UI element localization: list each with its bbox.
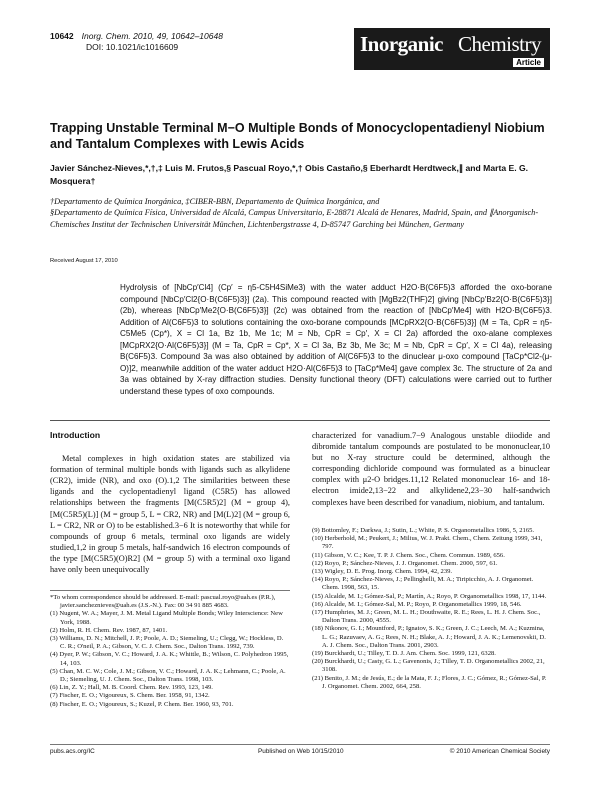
abstract: Hydrolysis of [NbCp′Cl4] (Cp′ = η5-C5H4SiMe3) with the water adduct H2O·B(C6F5)3 afforded the oxo-borane compound [NbCp′Cl2{O·B(C6F5)3}] (2a). This compound reacted with [MgBz2(THF)2] giving [NbCp′Bz2{O·B(C6F5)3}] (2b), whereas [NbCp′Me2{O·B(C6F5)3}] (2c) was obtained from the reaction of [NbCp′Me4] with H2O·B(C6F5)3. Addition of Al(C6F5)3 to solutions containing the oxo-borane compounds [MCpRX2{O·B(C6F5)3}] (M = Ta, CpR = η5-C5Me5 (Cp*), X = Cl 1a, Bz 1b, Me 1c; M = Nb, CpR = Cp′, X = Cl 2a) afforded the oxo-alane complexes [MCpRX2{O·Al(C6F5)3}] (M = Ta, CpR = Cp*, X = Cl 3a, Bz 3b, Me 3c; M = Nb, CpR = Cp′, X = Cl 4a), releasing B(C6F5)3. Compound 3a was also obtained by addition of Al(C6F5)3 to the dinuclear μ-oxo compound [TaCp*Cl2-(μ-O)]2, meanwhile addition of the water adduct H2O·Al(C6F5)3 to [TaCp*Me4] gave complex 3c. The structure of 2a and 3a was obtained by X-ray diffraction studies. Density functional theory (DFT) calculations were carried out to further understand these types of oxo compounds. — [120, 283, 552, 396]
reference-item: (16) Alcalde, M. I.; Gómez-Sal, M. P.; Royo, P. Organometallics 1999, 18, 546. — [312, 600, 522, 608]
logo-word-inorganic: Inorganic — [360, 32, 444, 56]
affiliation-line: †Departamento de Química Inorgánica, ‡CIBER-BBN, Departamento de Química Inorgánica, and — [50, 197, 380, 206]
copyright: © 2010 American Chemical Society — [449, 748, 550, 755]
reference-item: (6) Lin, Z. Y.; Hall, M. B. Coord. Chem. Rev. 1993, 123, 149. — [50, 684, 213, 692]
reference-item: (15) Alcalde, M. I.; Gómez-Sal, P.; Martín, A.; Royo, P. Organometallics 1998, 17, 1144. — [312, 592, 547, 600]
paper-title: Trapping Unstable Terminal M−O Multiple Bonds of Monocyclopentadienyl Niobium and Tantalum Complexes with Lewis Acids — [50, 121, 545, 151]
reference-item: (12) Royo, P.; Sánchez-Nieves, J. J. Organomet. Chem. 2000, 597, 61. — [312, 559, 498, 567]
reference-item: (18) Nikonov, G. I.; Mountford, P.; Ignatov, S. K.; Green, J. C.; Leech, M. A.; Kuzmina, L. G.; Razuvaev, A. G.; Rees, N. H.; Blake, A. J.; Howard, J. A. K.; Lemenovskii, D. A. J. Chem. Soc., Dalton Trans. 2001, 2903. — [312, 625, 546, 649]
footnote-correspondence: *To whom correspondence should be addressed. E-mail: pascual.royo@uah.es (P.R.), javier.sancheznieves@uah.es (J.S.-N.). Fax: 00 34 91 885 4683. — [50, 594, 276, 610]
left-column — [50, 430, 290, 575]
footnotes-right — [312, 527, 550, 691]
reference-item: (1) Nugent, W. A.; Mayer, J. M. Metal Ligand Multiple Bonds; Wiley Interscience: New York, 1988. — [50, 610, 283, 626]
reference-item: (21) Benito, J. M.; de Jesús, E.; de la Mata, F. J.; Flores, J. C.; Gómez, R.; Gómez-Sal, P. J. Organomet. Chem. 2002, 664, 258. — [312, 674, 547, 690]
author-list: Javier Sánchez-Nieves,*,†,‡ Luis M. Frutos,§ Pascual Royo,*,† Obis Castaño,§ Eberhardt Herdtweck,∥ and Marta E. G. Mosquera† — [50, 163, 529, 186]
footnotes-left — [50, 594, 290, 709]
reference-item: (2) Holm, R. H. Chem. Rev. 1987, 87, 1401. — [50, 626, 168, 634]
reference-item: (9) Bottomley, F.; Darkwa, J.; Sutin, L.; White, P. S. Organometallics 1986, 5, 2165. — [312, 527, 535, 534]
right-column — [312, 430, 550, 508]
footnote-rule — [50, 590, 290, 591]
reference-item: (14) Royo, P.; Sánchez-Nieves, J.; Pellinghelli, M. A.; Tiripicchio, A. J. Organomet. Chem. 1998, 563, 15. — [312, 576, 534, 592]
section-heading-introduction: Introduction — [50, 430, 101, 440]
footer-rule — [50, 744, 550, 745]
reference-item: (19) Burckhardt, U.; Tilley, T. D. J. Am. Chem. Soc. 1999, 121, 6328. — [312, 650, 496, 658]
journal-url[interactable]: pubs.acs.org/IC — [50, 748, 95, 755]
reference-item: (4) Dyer, P. W.; Gibson, V. C.; Howard, J. A. K.; Whittle, B.; Wilson, C. Polyhedron 1995, 14, 103. — [50, 651, 289, 667]
intro-paragraph: Metal complexes in high oxidation states are stabilized via formation of terminal multiple bonds with ligands such as alkylidene (CR2), imide (NR), and oxo (O).1,2 The similarities between these ligands and the cyclopentadienyl ligand (C5R5) has allowed relationships between the fragments [M(C5R5)2] (M = group 4), [M(C5R5)(L)] (M = group 5, L = CR2, NR) and [M(L)2] (M = group 6, L = CR2, NR or O) to be established.3−6 It is noteworthy that while for compounds of group 6 metals, terminal oxo ligands are widely studied,1,2 in group 5 metals, half-sandwich 16 electron compounds of the type [M(C5R5)(O)R2] (M = group 5) with a terminal oxo ligand have only been unequivocally — [50, 454, 290, 575]
reference-item: (17) Humphries, M. J.; Green, M. L. H.; Douthwaite, R. E.; Rees, L. H. J. Chem. Soc., Dalton Trans. 2000, 4555. — [312, 609, 541, 625]
running-header — [50, 31, 223, 53]
publication-date: Published on Web 10/15/2010 — [258, 748, 344, 755]
intro-paragraph-continued: characterized for vanadium.7−9 Analogous unstable diiodide and dibromide tantalum compounds are postulated to be mononuclear,10 but no X-ray structure could be determined, although the corresponding dichloride compound was formulated as a binuclear complex with μ2-O bridges.11,12 Related mononuclear 16- and 18-electron imide2,13−22 and alkylidene2,23−30 half-sandwich complexes have been described for vanadium, niobium, and tantalum. — [312, 431, 550, 507]
page-number: 10642 — [50, 31, 74, 41]
reference-item: (20) Burckhardt, U.; Casty, G. L.; Gavenonis, J.; Tilley, T. D. Organometallics 2002, 21, 3108. — [312, 658, 545, 674]
reference-item: (11) Gibson, V. C.; Kee, T. P. J. Chem. Soc., Chem. Commun. 1989, 656. — [312, 551, 505, 559]
journal-logo — [354, 28, 550, 70]
affiliation-line: §Departamento de Química Física, Universidad de Alcalá, Campus Universitario, E-28871 Alcalá de Henares, Madrid, Spain, and ∥Anorganisch-Chemisches Institut der Technischen Universität München, Lichtenbergstrasse 4, D-85747 Garching bei München, Germany — [50, 208, 539, 229]
logo-word-chemistry: Chemistry — [458, 32, 541, 56]
reference-item: (8) Fischer, E. O.; Vigoureux, S.; Kuzel, P. Chem. Ber. 1960, 93, 701. — [50, 700, 234, 708]
article-type-badge: Article — [513, 58, 544, 67]
affiliations — [50, 196, 550, 230]
reference-item: (5) Chan, M. C. W.; Cole, J. M.; Gibson, V. C.; Howard, J. A. K.; Lehmann, C.; Poole, A. D.; Siemeling, U. J. Chem. Soc., Dalton Trans. 1998, 103. — [50, 667, 286, 684]
journal-citation: Inorg. Chem. 2010, 49, 10642–10648 — [81, 31, 223, 41]
reference-item: (7) Fischer, E. O.; Vigoureux, S. Chem. Ber. 1958, 91, 1342. — [50, 692, 210, 700]
received-date: Received August 17, 2010 — [50, 258, 118, 264]
reference-item: (3) Williams, D. N.; Mitchell, J. P.; Poole, A. D.; Siemeling, U.; Clegg, W.; Hockless, D. C. R.; O'neil, P. A.; Gibson, V. C. J. Chem. Soc., Dalton Trans. 1992, 739. — [50, 635, 284, 651]
reference-item: (13) Wigley, D. E. Prog. Inorg. Chem. 1994, 42, 239. — [312, 568, 453, 576]
reference-item: (10) Herberhold, M.; Peukert, J.; Milius, W. J. Prakt. Chem., Chem. Zeitung 1999, 341, 797. — [312, 535, 543, 551]
doi-link[interactable]: DOI: 10.1021/ic1016609 — [86, 42, 179, 52]
section-divider — [50, 420, 550, 421]
